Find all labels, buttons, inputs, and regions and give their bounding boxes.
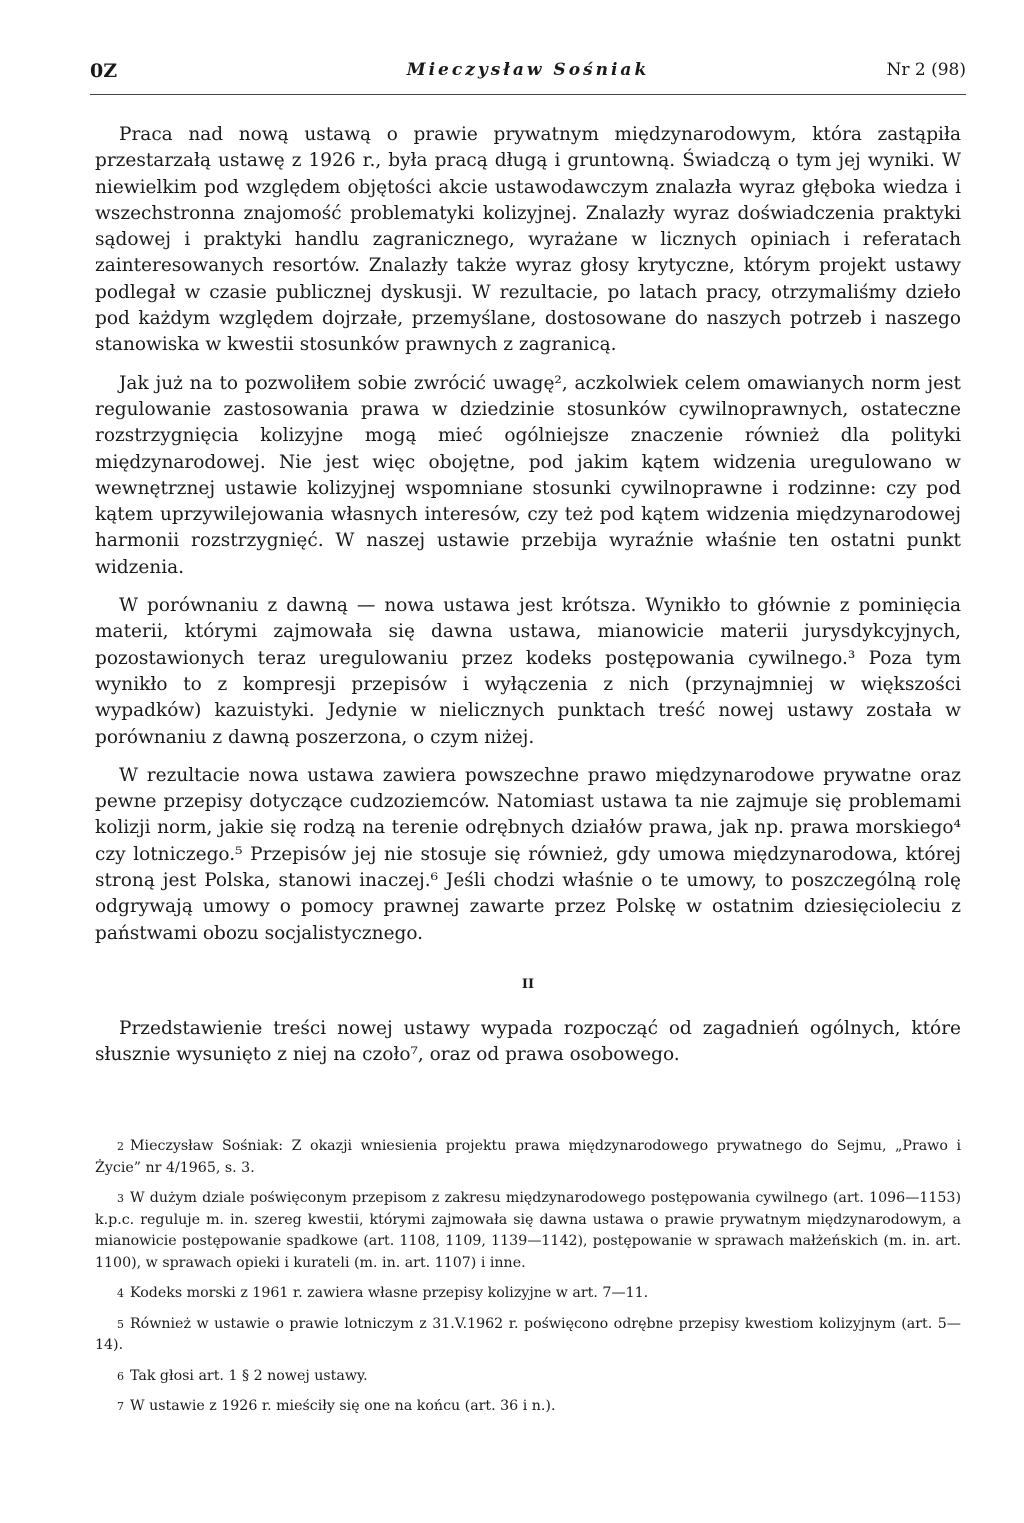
footnote-number: 2: [117, 1140, 124, 1153]
footnote-text: Również w ustawie o prawie lotniczym z 31.V.1962 r. poświęcono odrębne przepisy kwestiom kolizyjnym (art. 5—14).: [95, 1315, 961, 1353]
paragraph: W porównaniu z dawną — nowa ustawa jest krótsza. Wynikło to głównie z pominięcia materii, którymi zajmowała się dawna ustawa, mianowicie materii jurysdykcyjnych, pozostawionych teraz uregulowaniu przez kodeks postępowania cywilnego.³ Poza tym wynikło to z kompresji przepisów i wyłączenia z nich (przynajmniej w większości wypadków) kazuistyki. Jedynie w nielicznych punktach treść nowej ustawy została w porównaniu z dawną poszerzona, o czym niżej.: [95, 595, 961, 748]
footnote-number: 7: [117, 1400, 124, 1413]
main-text: [95, 122, 961, 1081]
footnote-text: Kodeks morski z 1961 r. zawiera własne przepisy kolizyjne w art. 7—11.: [130, 1285, 649, 1301]
footnotes: [95, 1136, 961, 1427]
footnote: [95, 1283, 961, 1305]
footnote-text: W ustawie z 1926 r. mieściły się one na końcu (art. 36 i n.).: [130, 1398, 556, 1414]
paragraph: Jak już na to pozwoliłem sobie zwrócić uwagę², aczkolwiek celem omawianych norm jest regulowanie zastosowania prawa w dziedzinie stosunków cywilnoprawnych, ostateczne rozstrzygnięcia kolizyjne mogą mieć ogólniejsze znaczenie również dla polityki międzynarodowej. Nie jest więc obojętne, pod jakim kątem widzenia uregulowano w wewnętrznej ustawie kolizyjnej wspomniane stosunki cywilnoprawne i rodzinne: czy pod kątem uprzywilejowania własnych interesów, czy też pod kątem widzenia międzynarodowej harmonii rozstrzygnięć. W naszej ustawie przebija wyraźnie właśnie ten ostatni punkt widzenia.: [95, 372, 961, 578]
paragraph: Praca nad nową ustawą o prawie prywatnym międzynarodowym, która zastąpiła przestarzałą ustawę z 1926 r., była pracą długą i gruntowną. Świadczą o tym jej wyniki. W niewielkim pod względem objętości akcie ustawodawczym znalazła wyraz głęboka wiedza i wszechstronna znajomość problematyki kolizyjnej. Znalazły wyraz doświadczenia praktyki sądowej i praktyki handlu zagranicznego, wyrażane w licznych opiniach i referatach zainteresowanych resortów. Znalazły także wyraz głosy krytyczne, którym projekt ustawy podlegał w czasie publicznej dyskusji. W rezultacie, po latach pracy, otrzymaliśmy dzieło pod każdym względem dojrzałe, przemyślane, dostosowane do naszych potrzeb i naszego stanowiska w kwestii stosunków prawnych z zagranicą.: [95, 124, 961, 356]
footnote-text: Mieczysław Sośniak: Z okazji wniesienia projektu prawa międzynarodowego prywatnego do Sejmu, „Prawo i Życie” nr 4/1965, s. 3.: [95, 1138, 961, 1176]
page-number: 0Z: [90, 60, 118, 82]
paragraph: W rezultacie nowa ustawa zawiera powszechne prawo międzynarodowe prywatne oraz pewne przepisy dotyczące cudzoziemców. Natomiast ustawa ta nie zajmuje się problemami kolizji norm, jakie się rodzą na terenie odrębnych działów prawa, jak np. prawa morskiego⁴ czy lotniczego.⁵ Przepisów jej nie stosuje się również, gdy umowa międzynarodowa, której stroną jest Polska, stanowi inaczej.⁶ Jeśli chodzi właśnie o te umowy, to poszczególną rolę odgrywają umowy o pomocy prawnej zawarte przez Polskę w ostatnim dziesięcioleciu z państwami obozu socjalistycznego.: [95, 764, 961, 944]
header-rule: [90, 94, 966, 95]
page-header: [90, 60, 966, 90]
section-heading: II: [521, 976, 535, 992]
footnote: [95, 1314, 961, 1357]
footnote: [95, 1188, 961, 1274]
footnote-number: 5: [117, 1317, 124, 1331]
footnote: [95, 1136, 961, 1179]
footnote-number: 4: [117, 1287, 124, 1300]
footnote-text: Tak głosi art. 1 § 2 nowej ustawy.: [130, 1367, 368, 1384]
paragraph: Przedstawienie treści nowej ustawy wypada rozpocząć od zagadnień ogólnych, które słusznie wysunięto z niej na czoło⁷, oraz od prawa osobowego.: [95, 1017, 961, 1066]
footnote: [95, 1396, 961, 1418]
footnote-number: 6: [117, 1369, 124, 1383]
running-title: Mieczysław Sośniak: [406, 60, 650, 80]
footnote-text: W dużym dziale poświęconym przepisom z zakresu międzynarodowego postępowania cywilnego (art. 1096—1153) k.p.c. reguluje m. in. szereg kwestii, którymi zajmowała się dawna ustawa o prawie prywatnym międzynarodowym, a mianowicie postępowanie spadkowe (art. 1108, 1109, 1139—1142), postępowanie w sprawach małżeńskich (m. in. art. 1100), w sprawach opieki i kurateli (m. in. art. 1107) i inne.: [95, 1190, 961, 1271]
footnote-number: 3: [117, 1192, 124, 1205]
footnote: [95, 1366, 961, 1388]
issue-number: Nr 2 (98): [886, 60, 966, 80]
